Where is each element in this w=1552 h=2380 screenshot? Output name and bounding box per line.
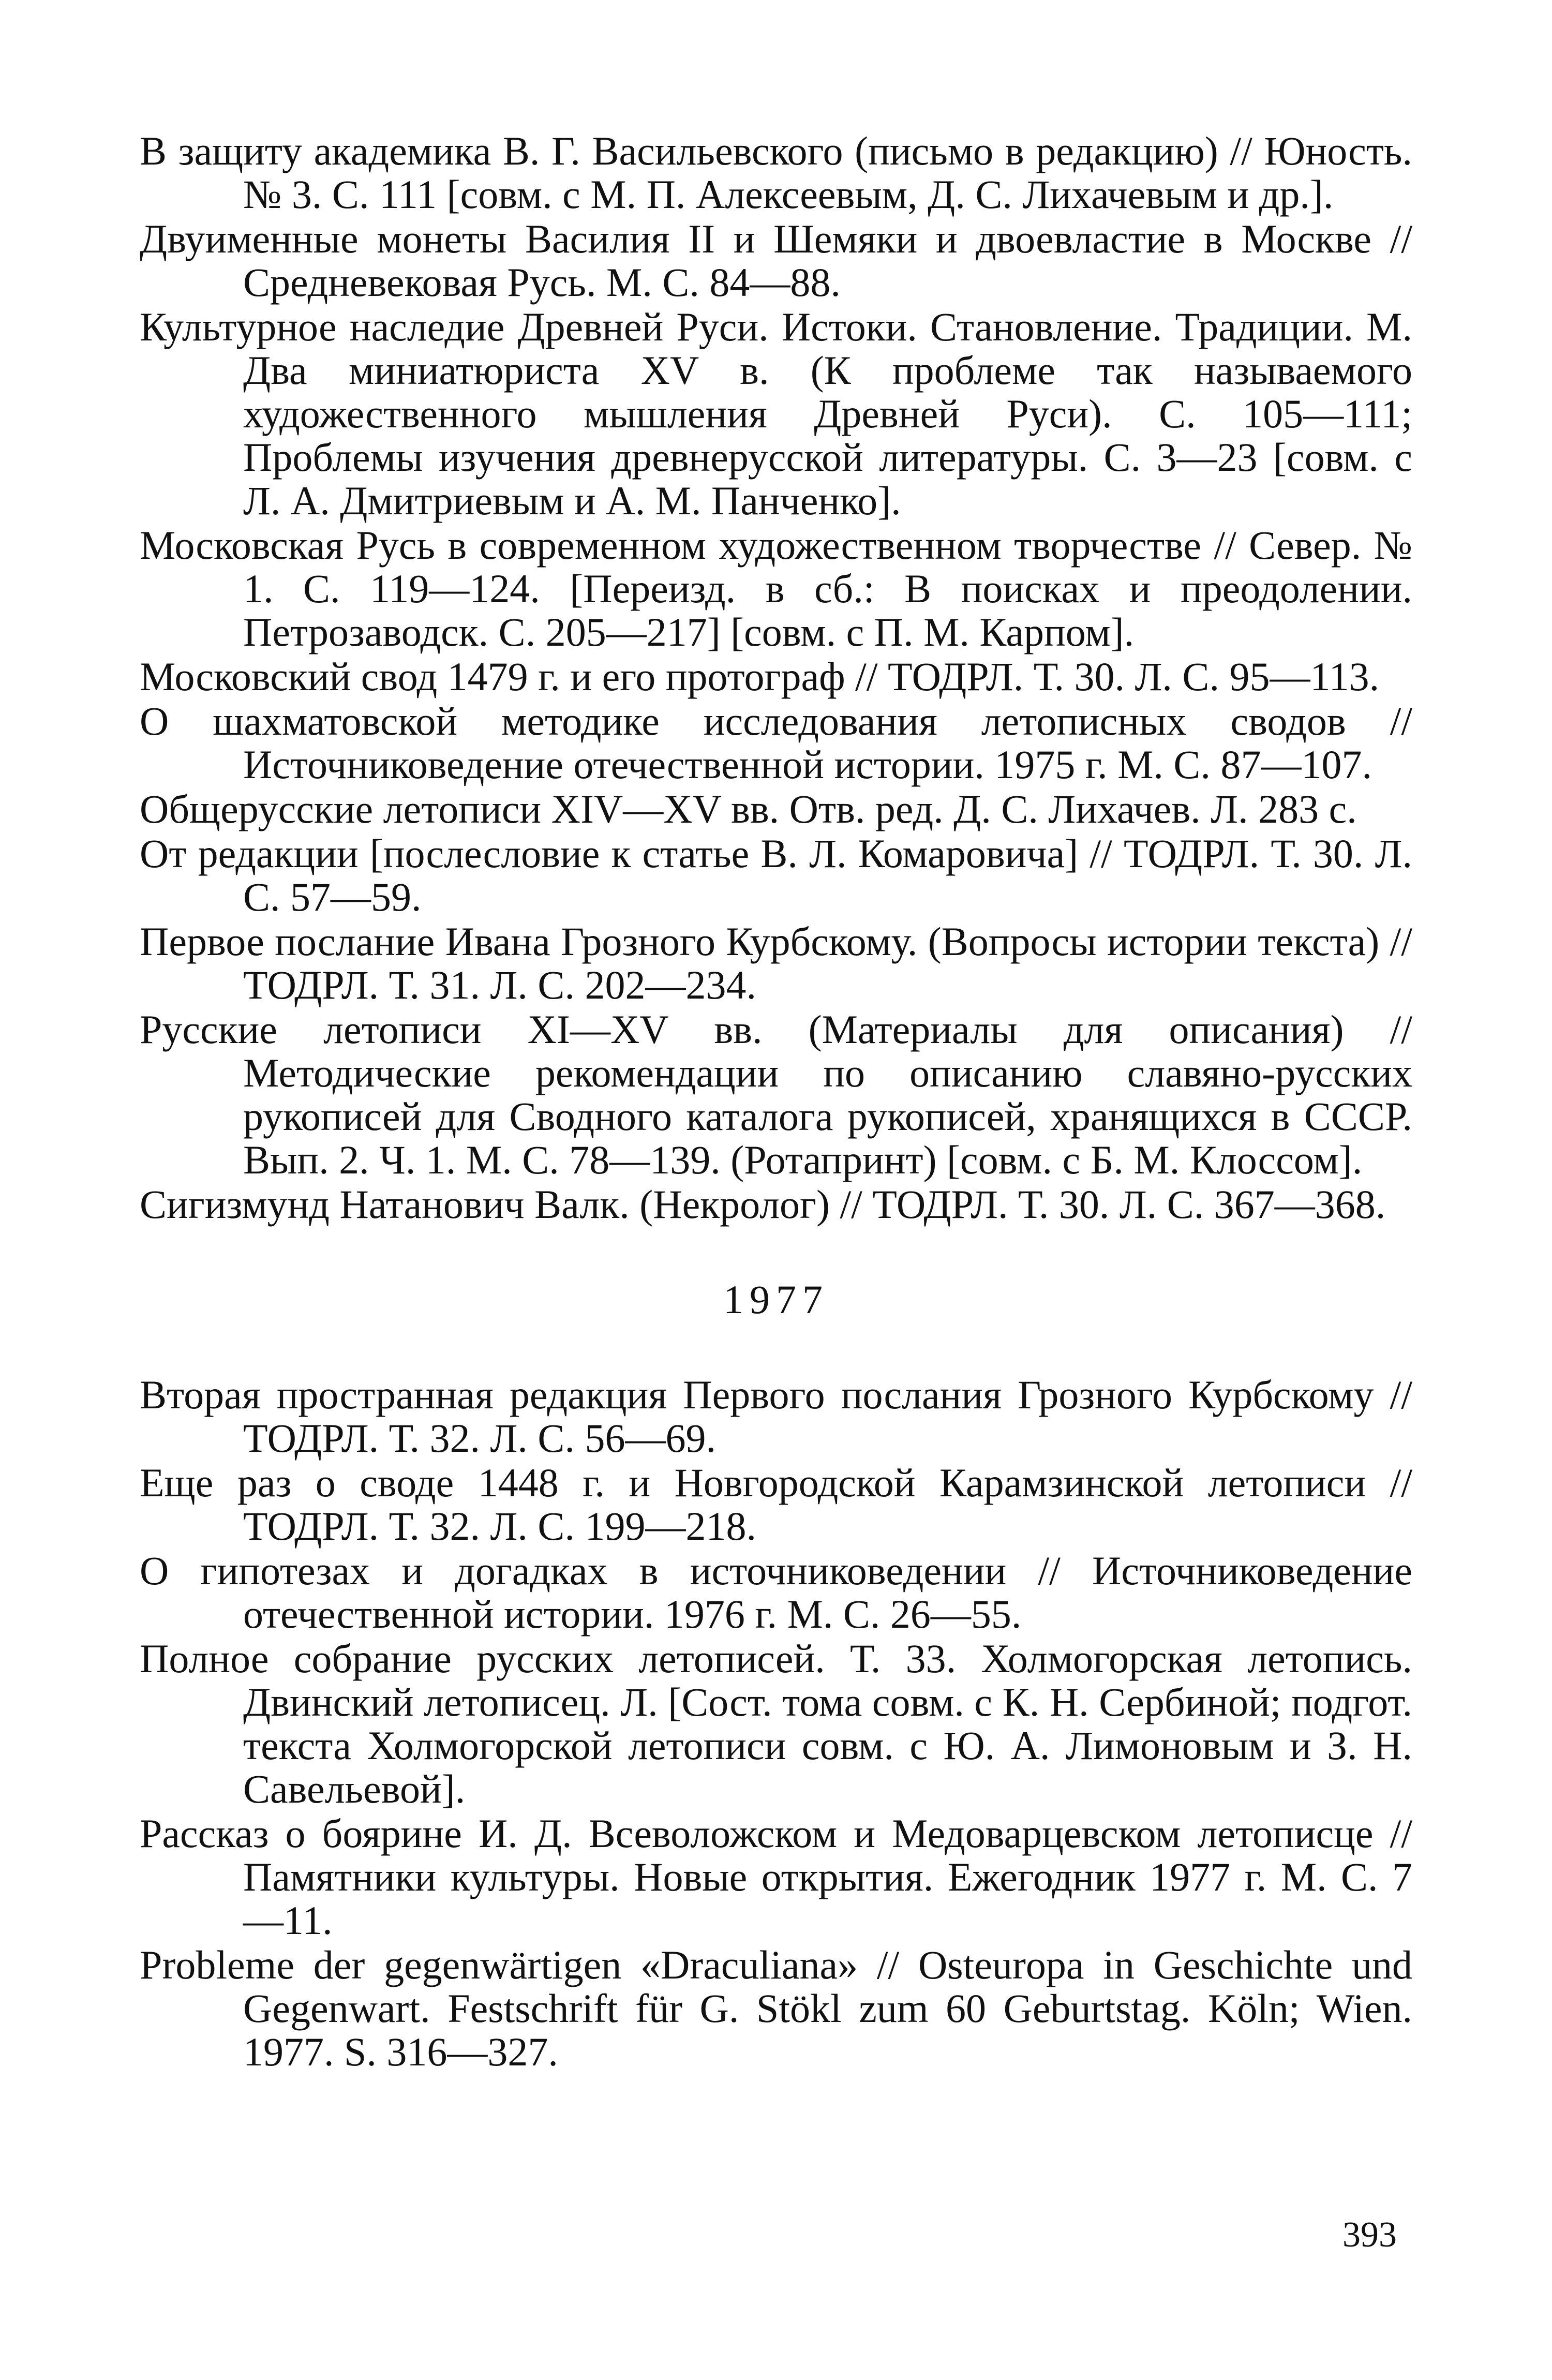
year-heading: 1977	[723, 1277, 829, 1322]
bibliography-entry: О шахматовской методике исследования летописных сводов // Источниковедение отечественной истории. 1975 г. М. С. 87—107.	[140, 698, 1412, 787]
bibliography-entry: Полное собрание русских летописей. Т. 33. Холмогорская летопись. Двинский летописец. Л. [Сост. тома совм. с К. Н. Сербиной; подгот. текста Холмогорской летописи совм. с Ю. А. Лимоновым и З. Н. Савельевой].	[140, 1636, 1412, 1811]
bibliography-entry: О гипотезах и догадках в источниковедении // Источниковедение отечественной истории. 1976 г. М. С. 26—55.	[140, 1548, 1412, 1637]
bibliography-entry: Двуименные монеты Василия II и Шемяки и двоевластие в Москве // Средневековая Русь. М. С. 84—88.	[140, 216, 1412, 305]
page-number: 393	[1342, 2215, 1397, 2255]
bibliography-entry: Культурное наследие Древней Руси. Истоки. Становление. Традиции. М. Два миниатюриста XV в. (К проблеме так называемого художественного мышления Древней Руси). С. 105—111; Проблемы изучения древнерусской литературы. С. 3—23 [совм. с Л. А. Дмитриевым и А. М. Панченко].	[140, 304, 1412, 523]
bibliography-entry: От редакции [послесловие к статье В. Л. Комаровича] // ТОДРЛ. Т. 30. Л. С. 57—59.	[140, 831, 1412, 919]
bibliography-entry: В защиту академика В. Г. Васильевского (письмо в редакцию) // Юность. № 3. С. 111 [совм. с М. П. Алексеевым, Д. С. Лихачевым и др.].	[140, 128, 1412, 217]
bibliography-entry: Русские летописи XI—XV вв. (Материалы для описания) // Методические рекомендации по описанию славяно-русских рукописей для Сводного каталога рукописей, хранящихся в СССР. Вып. 2. Ч. 1. М. С. 78—139. (Ротапринт) [совм. с Б. М. Клоссом].	[140, 1007, 1412, 1182]
section-1977	[140, 1373, 1412, 2074]
bibliography-entry: Московская Русь в современном художественном творчестве // Север. № 1. С. 119—124. [Переизд. в сб.: В поисках и преодолении. Петрозаводск. С. 205—217] [совм. с П. М. Карпом].	[140, 523, 1412, 654]
bibliography-entry: Первое послание Ивана Грозного Курбскому. (Вопросы истории текста) // ТОДРЛ. Т. 31. Л. С. 202—234.	[140, 919, 1412, 1007]
bibliography-entry: Probleme der gegenwärtigen «Draculiana» // Osteuropa in Geschichte und Gegenwart. Festschrift für G. Stökl zum 60 Geburtstag. Köln; Wien. 1977. S. 316—327.	[140, 1942, 1412, 2074]
bibliography-entry: Сигизмунд Натанович Валк. (Некролог) // ТОДРЛ. Т. 30. Л. С. 367—368.	[140, 1182, 1386, 1227]
bibliography-entry: Рассказ о боярине И. Д. Всеволожском и Медоварцевском летописце // Памятники культуры. Новые открытия. Ежегодник 1977 г. М. С. 7—11.	[140, 1811, 1412, 1943]
section-continued	[140, 129, 1412, 1226]
bibliography-page	[140, 129, 1412, 2075]
bibliography-entry: Московский свод 1479 г. и его протограф // ТОДРЛ. Т. 30. Л. С. 95—113.	[140, 654, 1380, 699]
bibliography-entry: Еще раз о своде 1448 г. и Новгородской Карамзинской летописи // ТОДРЛ. Т. 32. Л. С. 199—218.	[140, 1460, 1412, 1549]
bibliography-entry: Общерусские летописи XIV—XV вв. Отв. ред. Д. С. Лихачев. Л. 283 с.	[140, 786, 1357, 831]
bibliography-entry: Вторая пространная редакция Первого послания Грозного Курбскому // ТОДРЛ. Т. 32. Л. С. 56—69.	[140, 1372, 1412, 1461]
